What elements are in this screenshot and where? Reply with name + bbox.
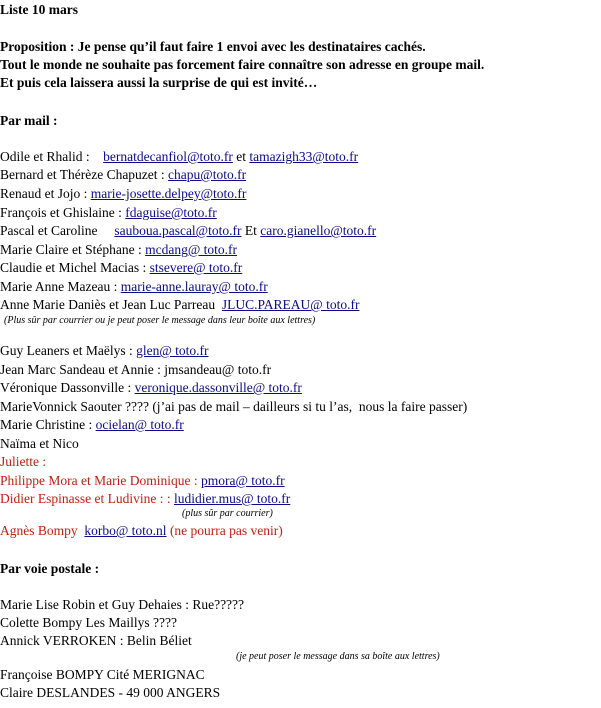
postal-note: (je peut poser le message dans sa boîte aux lettres) [236, 651, 440, 662]
contact-line [0, 222, 376, 239]
contact-name: Philippe Mora et Marie Dominique : [0, 473, 201, 488]
contact-name: Anne Marie Daniès et Jean Luc Parreau [0, 297, 222, 312]
postal-line: Claire DESLANDES - 49 000 ANGERS [0, 685, 221, 700]
contact-line [0, 241, 237, 258]
contact-name: Marie Christine : [0, 417, 96, 432]
email-link[interactable]: fdaguise@toto.fr [125, 205, 217, 220]
contact-line [0, 361, 271, 378]
proposal-line-1: Proposition : Je pense qu’il faut faire 1 envoi avec les destinataires cachés. [0, 39, 426, 54]
postal-line: Françoise BOMPY Cité MERIGNAC [0, 667, 205, 682]
contact-line [0, 379, 302, 396]
email-link[interactable]: caro.gianello@toto.fr [260, 223, 377, 238]
mail-section-heading: Par mail : [0, 113, 58, 128]
contact-name: Véronique Dassonville : [0, 380, 135, 395]
contact-line [0, 435, 79, 452]
email-link[interactable]: chapu@toto.fr [168, 167, 247, 182]
mail-note: (Plus sûr par courrier ou je peut poser le message dans leur boîte aux lettres) [4, 315, 316, 326]
proposal-line-3: Et puis cela laissera aussi la surprise de qui est invité… [0, 75, 318, 90]
page-title: Liste 10 mars [0, 2, 78, 17]
contact-name: Claudie et Michel Macias : [0, 260, 150, 275]
email-link[interactable]: marie-anne.lauray@ toto.fr [120, 279, 268, 294]
contact-line [0, 398, 467, 415]
email-link[interactable]: ocielan@ toto.fr [95, 417, 184, 432]
contact-line [0, 166, 246, 183]
email-link[interactable]: sauboua.pascal@toto.fr [114, 223, 242, 238]
contact-line [0, 259, 242, 276]
contact-line [0, 278, 268, 295]
mail-note: (plus sûr par courrier) [182, 508, 273, 519]
contact-name: Jean Marc Sandeau et Annie : [0, 362, 165, 377]
email-link[interactable]: marie-josette.delpey@toto.fr [90, 186, 247, 201]
contact-line [0, 342, 209, 359]
contact-name: Renaud et Jojo : [0, 186, 91, 201]
contact-name: Agnès Bompy [0, 523, 85, 538]
contact-name: François et Ghislaine : [0, 205, 126, 220]
email-link[interactable]: mcdang@ toto.fr [145, 242, 237, 257]
contact-name: Pascal et Caroline [0, 223, 115, 238]
proposal-line-2: Tout le monde ne souhaite pas forcement faire connaître son adresse en groupe mail. [0, 57, 485, 72]
contact-name: Marie Anne Mazeau : [0, 279, 121, 294]
contact-line [0, 185, 246, 202]
contact-name: Odile et Rhalid : [0, 149, 104, 164]
contact-name: Marie Claire et Stéphane : [0, 242, 146, 257]
contact-name: Didier Espinasse et Ludivine : : [0, 491, 174, 506]
email-link[interactable]: glen@ toto.fr [136, 343, 209, 358]
contact-remark: (ne pourra pas venir) [166, 523, 283, 538]
contact-line-highlight [0, 472, 285, 489]
contact-line [0, 204, 217, 221]
email-link[interactable]: JLUC.PAREAU@ toto.fr [221, 297, 360, 312]
email-link[interactable]: pmora@ toto.fr [200, 473, 285, 488]
separator: Et [241, 223, 261, 238]
contact-line [0, 296, 359, 313]
contact-name: MarieVonnick Saouter ???? (j’ai pas de mail – dailleurs si tu l’as, nous la faire passer) [0, 399, 468, 414]
contact-line-highlight [0, 453, 46, 470]
contact-line-highlight [0, 490, 290, 507]
contact-line [0, 416, 184, 433]
contact-line-highlight [0, 522, 283, 539]
separator: et [232, 149, 250, 164]
contact-line [0, 148, 358, 165]
email-link[interactable]: korbo@ toto.nl [84, 523, 167, 538]
postal-line: Colette Bompy Les Maillys ???? [0, 615, 177, 630]
postal-line: Annick VERROKEN : Belin Béliet [0, 633, 192, 648]
contact-name: Naïma et Nico [0, 436, 79, 451]
postal-section-heading: Par voie postale : [0, 561, 100, 576]
email-link[interactable]: bernatdecanfiol@toto.fr [103, 149, 233, 164]
postal-line: Marie Lise Robin et Guy Dehaies : Rue????? [0, 597, 245, 612]
contact-name: Guy Leaners et Maëlys : [0, 343, 137, 358]
email-text: jmsandeau@ toto.fr [164, 362, 272, 377]
email-link[interactable]: ludidier.mus@ toto.fr [173, 491, 291, 506]
email-link[interactable]: veronique.dassonville@ toto.fr [134, 380, 302, 395]
email-link[interactable]: tamazigh33@toto.fr [249, 149, 359, 164]
contact-name: Bernard et Thérèze Chapuzet : [0, 167, 169, 182]
contact-name: Juliette : [0, 454, 47, 469]
email-link[interactable]: stsevere@ toto.fr [149, 260, 243, 275]
